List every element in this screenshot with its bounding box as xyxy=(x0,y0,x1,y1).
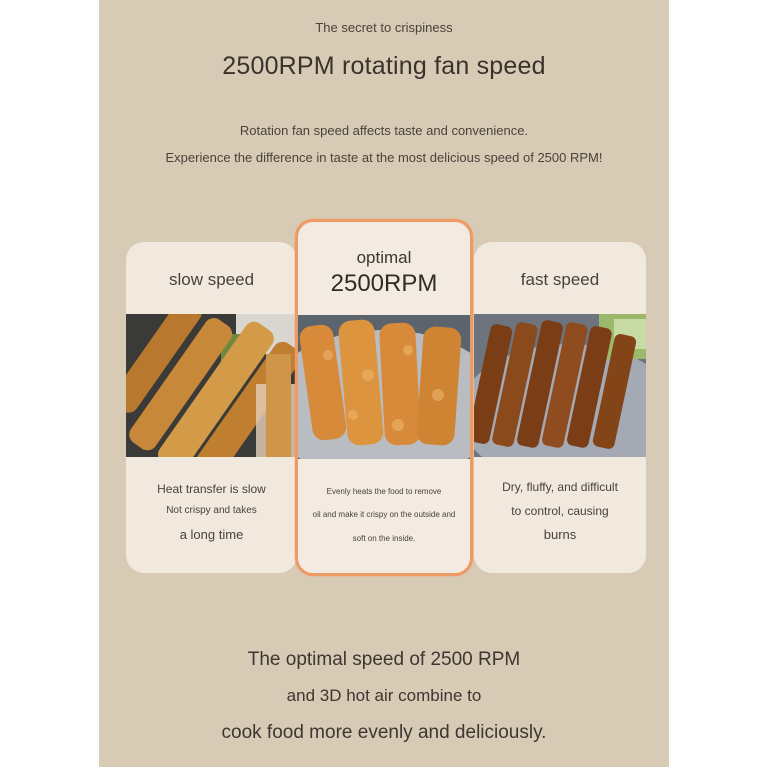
card-desc-line-3: soft on the inside. xyxy=(352,534,416,543)
card-title: slow speed xyxy=(168,270,255,289)
card-title-large: 2500RPM xyxy=(330,270,438,297)
optimal-speed-card xyxy=(295,219,473,576)
footer-line-2: and 3D hot air combine to xyxy=(286,686,482,705)
fast-speed-card xyxy=(474,242,646,573)
footer-line-1: The optimal speed of 2500 RPM xyxy=(247,649,521,670)
headline: 2500RPM rotating fan speed xyxy=(222,52,546,80)
card-desc-line-2: Not crispy and takes xyxy=(166,505,257,516)
card-title: fast speed xyxy=(520,270,600,289)
eyebrow-text: The secret to crispiness xyxy=(315,20,453,35)
card-desc-line-1: Heat transfer is slow xyxy=(157,482,266,496)
cutlet-photo-fast xyxy=(474,314,646,457)
product-panel xyxy=(99,0,669,767)
card-desc-line-3: a long time xyxy=(179,527,244,542)
cutlet-photo-optimal xyxy=(298,315,470,459)
card-desc-line-1: Dry, fluffy, and difficult xyxy=(502,480,618,494)
card-desc-line-1: Evenly heats the food to remove xyxy=(326,487,442,496)
card-desc-line-3: burns xyxy=(543,527,577,542)
intro-line-2: Experience the difference in taste at the most delicious speed of 2500 RPM! xyxy=(165,150,603,165)
card-title-small: optimal xyxy=(356,248,412,267)
intro-line-1: Rotation fan speed affects taste and convenience. xyxy=(239,123,529,138)
card-desc-line-2: oil and make it crispy on the outside and xyxy=(312,510,456,519)
cutlet-photo-slow xyxy=(126,314,297,457)
footer-line-3: cook food more evenly and deliciously. xyxy=(221,722,547,743)
slow-speed-card xyxy=(126,242,297,573)
card-desc-line-2: to control, causing xyxy=(511,504,609,518)
